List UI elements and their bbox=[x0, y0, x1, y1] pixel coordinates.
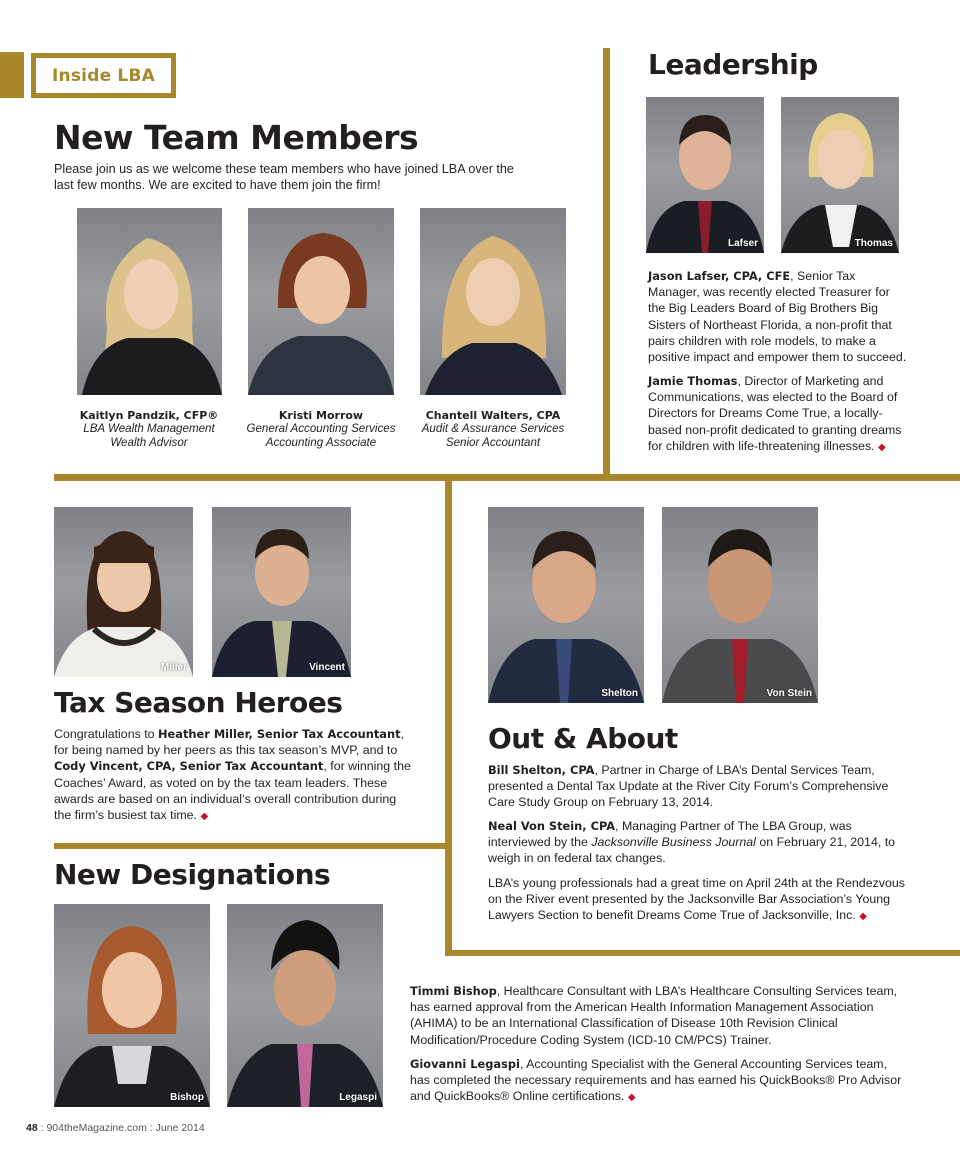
photo-morrow bbox=[248, 208, 394, 395]
tax-heroes-paragraph bbox=[54, 726, 414, 825]
photo-thomas bbox=[781, 97, 899, 253]
member-caption-pandzik bbox=[64, 409, 234, 449]
person-name: Heather Miller, Senior Tax Accountant bbox=[158, 727, 401, 741]
out-about-paragraph-shelton bbox=[488, 762, 908, 811]
leadership-paragraph-thomas bbox=[648, 373, 910, 456]
publication-name: Jacksonville Business Journal bbox=[591, 835, 756, 850]
divider-vertical-top bbox=[603, 48, 610, 474]
photo-vincent bbox=[212, 507, 351, 677]
member-dept: Audit & Assurance Services bbox=[421, 422, 565, 436]
paragraph-text: LBA’s young professionals had a great time on April 24th at the Rendezvous on the River event presented by the Jacksonville Bar Association’s Young Lawyers Section to benefit Dreams Come True of Jacksonville, Inc. bbox=[488, 876, 905, 923]
member-caption-morrow bbox=[231, 409, 411, 449]
designations-paragraph-bishop bbox=[410, 983, 910, 1048]
section-tag bbox=[31, 53, 176, 98]
designations-title: New Designations bbox=[54, 858, 331, 891]
paragraph-text: , Director of Marketing and Communications, was elected to the Board of Directors for Dreams Come True, a locally-based non-profit dedicated to granting dreams for children with life-threatening illnesses. bbox=[648, 374, 902, 453]
photo-miller bbox=[54, 507, 193, 677]
paragraph-text: on February 21, 2014, to weigh in on federal tax changes. bbox=[488, 835, 896, 866]
person-name: Jamie Thomas bbox=[648, 374, 738, 388]
new-team-intro: Please join us as we welcome these team members who have joined LBA over the last few months. We are excited to have them join the firm! bbox=[54, 162, 514, 192]
divider-horizontal-left bbox=[54, 843, 445, 849]
photo-caption: Legaspi bbox=[339, 1092, 377, 1103]
divider-horizontal-right bbox=[445, 950, 960, 956]
paragraph-text: , Healthcare Consultant with LBA’s Healthcare Consulting Services team, has earned approval from the American Health Information Management Association (AHIMA) to be an International Classification of Disease 10th Revision Clinical Modification/Procedure Coding System (ICD-10 CM/PCS) Trainer. bbox=[410, 984, 898, 1047]
photo-caption: Vincent bbox=[309, 662, 345, 673]
paragraph-text: Congratulations to bbox=[54, 727, 159, 741]
out-about-paragraph-event bbox=[488, 875, 908, 926]
person-name: Neal Von Stein, CPA bbox=[488, 819, 616, 833]
photo-caption: Lafser bbox=[727, 238, 758, 249]
member-role: Senior Accountant bbox=[445, 435, 541, 449]
member-role: Wealth Advisor bbox=[110, 435, 188, 449]
footer-issue: : June 2014 bbox=[146, 1122, 205, 1134]
end-mark-icon: ◆ bbox=[200, 811, 209, 823]
new-team-title: New Team Members bbox=[54, 118, 419, 157]
page-footer bbox=[26, 1122, 205, 1134]
designations-paragraph-legaspi bbox=[410, 1056, 910, 1107]
out-about-paragraph-von-stein bbox=[488, 818, 908, 867]
person-name: Bill Shelton, CPA bbox=[488, 763, 595, 777]
photo-caption: Miller bbox=[160, 662, 187, 673]
paragraph-text: , Managing Partner of The LBA Group, was interviewed by the bbox=[488, 819, 852, 850]
member-caption-walters bbox=[405, 409, 581, 449]
section-tag-marker bbox=[0, 52, 24, 98]
page-number: 48 bbox=[26, 1122, 38, 1134]
end-mark-icon: ◆ bbox=[859, 911, 867, 923]
divider-horizontal-top bbox=[54, 474, 960, 481]
member-role: Accounting Associate bbox=[265, 435, 377, 449]
paragraph-text: , Senior Tax Manager, was recently elected Treasurer for the Big Leaders Board of Big Brothers Big Sisters of Northeast Florida, a non-profit that pairs children with role models, to make a positive impact and empower them to succeed. bbox=[648, 269, 907, 365]
paragraph-text: , Accounting Specialist with the General Accounting Services team, has completed the necessary requirements and has earned his QuickBooks® Pro Advisor and QuickBooks® Online certifications. bbox=[410, 1057, 902, 1104]
photo-pandzik bbox=[77, 208, 222, 395]
footer-separator: : bbox=[37, 1122, 47, 1134]
end-mark-icon: ◆ bbox=[627, 1092, 636, 1104]
photo-bishop bbox=[54, 904, 210, 1107]
photo-caption: Thomas bbox=[854, 238, 893, 249]
photo-von-stein bbox=[662, 507, 818, 703]
photo-caption: Bishop bbox=[170, 1092, 204, 1103]
photo-shelton bbox=[488, 507, 644, 703]
paragraph-text: , for being named by her peers as this tax season’s MVP, and to bbox=[54, 727, 404, 758]
paragraph-text: , for winning the Coaches’ Award, as voted on by the tax team leaders. These awards are based on an individual’s overall contribution during the firm’s busiest tax time. bbox=[54, 759, 411, 823]
tax-heroes-title: Tax Season Heroes bbox=[54, 686, 343, 719]
photo-caption: Von Stein bbox=[766, 688, 812, 699]
photo-walters bbox=[420, 208, 566, 395]
paragraph-text: , Partner in Charge of LBA’s Dental Services Team, presented a Dental Tax Update at the River City Forum’s Comprehensive Care Study Group on February 13, 2014. bbox=[488, 763, 889, 810]
member-dept: LBA Wealth Management bbox=[83, 422, 215, 436]
leadership-paragraph-lafser bbox=[648, 268, 910, 365]
photo-caption: Shelton bbox=[601, 688, 638, 699]
section-tag-label: Inside LBA bbox=[52, 65, 155, 86]
member-name: Chantell Walters, CPA bbox=[425, 409, 561, 422]
member-dept: General Accounting Services bbox=[246, 422, 396, 436]
member-name: Kristi Morrow bbox=[278, 409, 364, 422]
photo-legaspi bbox=[227, 904, 383, 1107]
footer-site: 904theMagazine.com bbox=[46, 1122, 147, 1134]
divider-vertical-middle bbox=[445, 474, 452, 956]
person-name: Jason Lafser, CPA, CFE bbox=[648, 269, 791, 283]
person-name: Cody Vincent, CPA, Senior Tax Accountant bbox=[54, 759, 324, 774]
person-name: Timmi Bishop bbox=[410, 984, 497, 998]
person-name: Giovanni Legaspi bbox=[410, 1057, 520, 1071]
member-name: Kaitlyn Pandzik, CFP® bbox=[79, 409, 219, 422]
leadership-title: Leadership bbox=[648, 48, 818, 81]
out-about-title: Out & About bbox=[488, 722, 678, 755]
photo-lafser bbox=[646, 97, 764, 253]
end-mark-icon: ◆ bbox=[878, 441, 886, 453]
